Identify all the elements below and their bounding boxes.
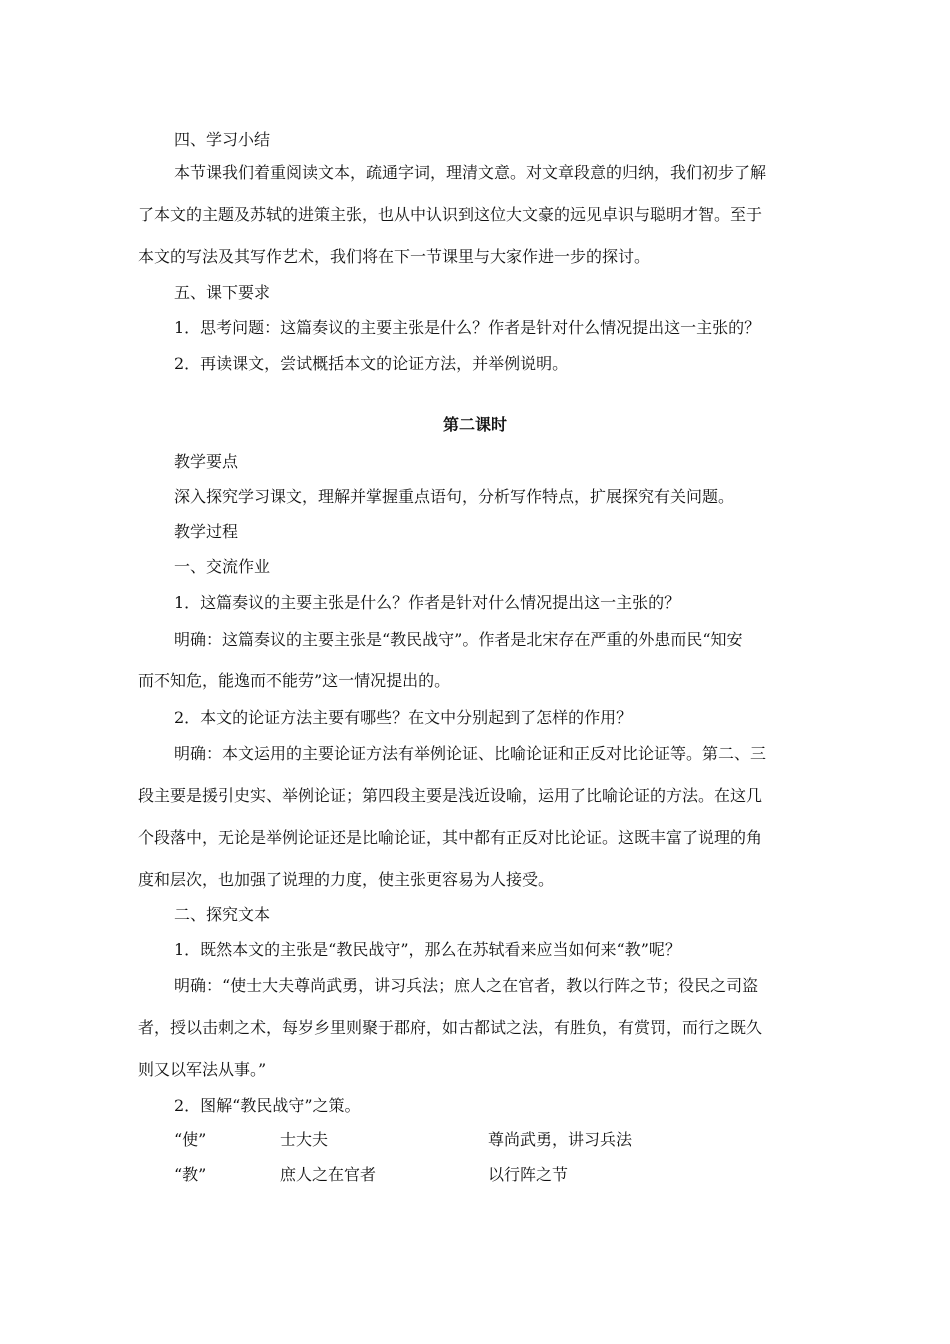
question-4: 2．图解“教民战守”之策。 [174, 1096, 361, 1115]
question-1: 1．这篇奏议的主要主张是什么？作者是针对什么情况提出这一主张的？ [174, 593, 681, 612]
answer-3-line-1: 明确：“使士大夫尊尚武勇，讲习兵法；庶人之在官者，教以行阵之节；役民之司盗 [174, 976, 759, 995]
answer-3-line-2: 者，授以击刺之术，每岁乡里则聚于郡府，如古都试之法，有胜负，有赏罚，而行之既久 [138, 1018, 763, 1037]
key-points-heading: 教学要点 [174, 452, 239, 471]
section-heading-homework: 五、课下要求 [174, 283, 271, 302]
question-3: 1．既然本文的主张是“教民战守”，那么在苏轼看来应当如何来“教”呢？ [174, 940, 681, 959]
answer-2-line-1: 明确：本文运用的主要论证方法有举例论证、比喻论证和正反对比论证等。第二、三 [174, 744, 767, 763]
table-cell-what: 以行阵之节 [488, 1165, 569, 1184]
table-cell-who: 庶人之在官者 [280, 1165, 377, 1184]
section-heading-summary: 四、学习小结 [174, 130, 271, 149]
process-heading: 教学过程 [174, 522, 239, 541]
table-cell-verb: “使” [174, 1130, 207, 1149]
part2-heading: 二、探究文本 [174, 905, 271, 924]
answer-2-line-4: 度和层次，也加强了说理的力度，使主张更容易为人接受。 [138, 870, 555, 889]
summary-line-1: 本节课我们着重阅读文本，疏通字词，理清文意。对文章段意的归纳，我们初步了解 [174, 163, 767, 182]
answer-1-line-2: 而不知危，能逸而不能劳”这一情况提出的。 [138, 671, 451, 690]
key-points-text: 深入探究学习课文，理解并掌握重点语句，分析写作特点，扩展探究有关问题。 [174, 487, 735, 506]
summary-line-2: 了本文的主题及苏轼的进策主张，也从中认识到这位大文豪的远见卓识与聪明才智。至于 [138, 205, 763, 224]
homework-item-2: 2．再读课文，尝试概括本文的论证方法，并举例说明。 [174, 354, 569, 373]
table-cell-verb: “教” [174, 1165, 207, 1184]
part1-heading: 一、交流作业 [174, 557, 271, 576]
question-2: 2．本文的论证方法主要有哪些？在文中分别起到了怎样的作用？ [174, 708, 633, 727]
homework-item-1: 1．思考问题：这篇奏议的主要主张是什么？作者是针对什么情况提出这一主张的？ [174, 318, 761, 337]
summary-line-3: 本文的写法及其写作艺术，我们将在下一节课里与大家作进一步的探讨。 [138, 247, 651, 266]
answer-3-line-3: 则又以军法从事。” [138, 1060, 267, 1079]
answer-1-line-1: 明确：这篇奏议的主要主张是“教民战守”。作者是北宋存在严重的外患而民“知安 [174, 630, 743, 649]
answer-2-line-3: 个段落中，无论是举例论证还是比喻论证，其中都有正反对比论证。这既丰富了说理的角 [138, 828, 763, 847]
table-cell-what: 尊尚武勇，讲习兵法 [488, 1130, 633, 1149]
table-cell-who: 士大夫 [280, 1130, 329, 1149]
lesson-title: 第二课时 [442, 415, 507, 434]
answer-2-line-2: 段主要是援引史实、举例论证；第四段主要是浅近设喻，运用了比喻论证的方法。在这几 [138, 786, 763, 805]
